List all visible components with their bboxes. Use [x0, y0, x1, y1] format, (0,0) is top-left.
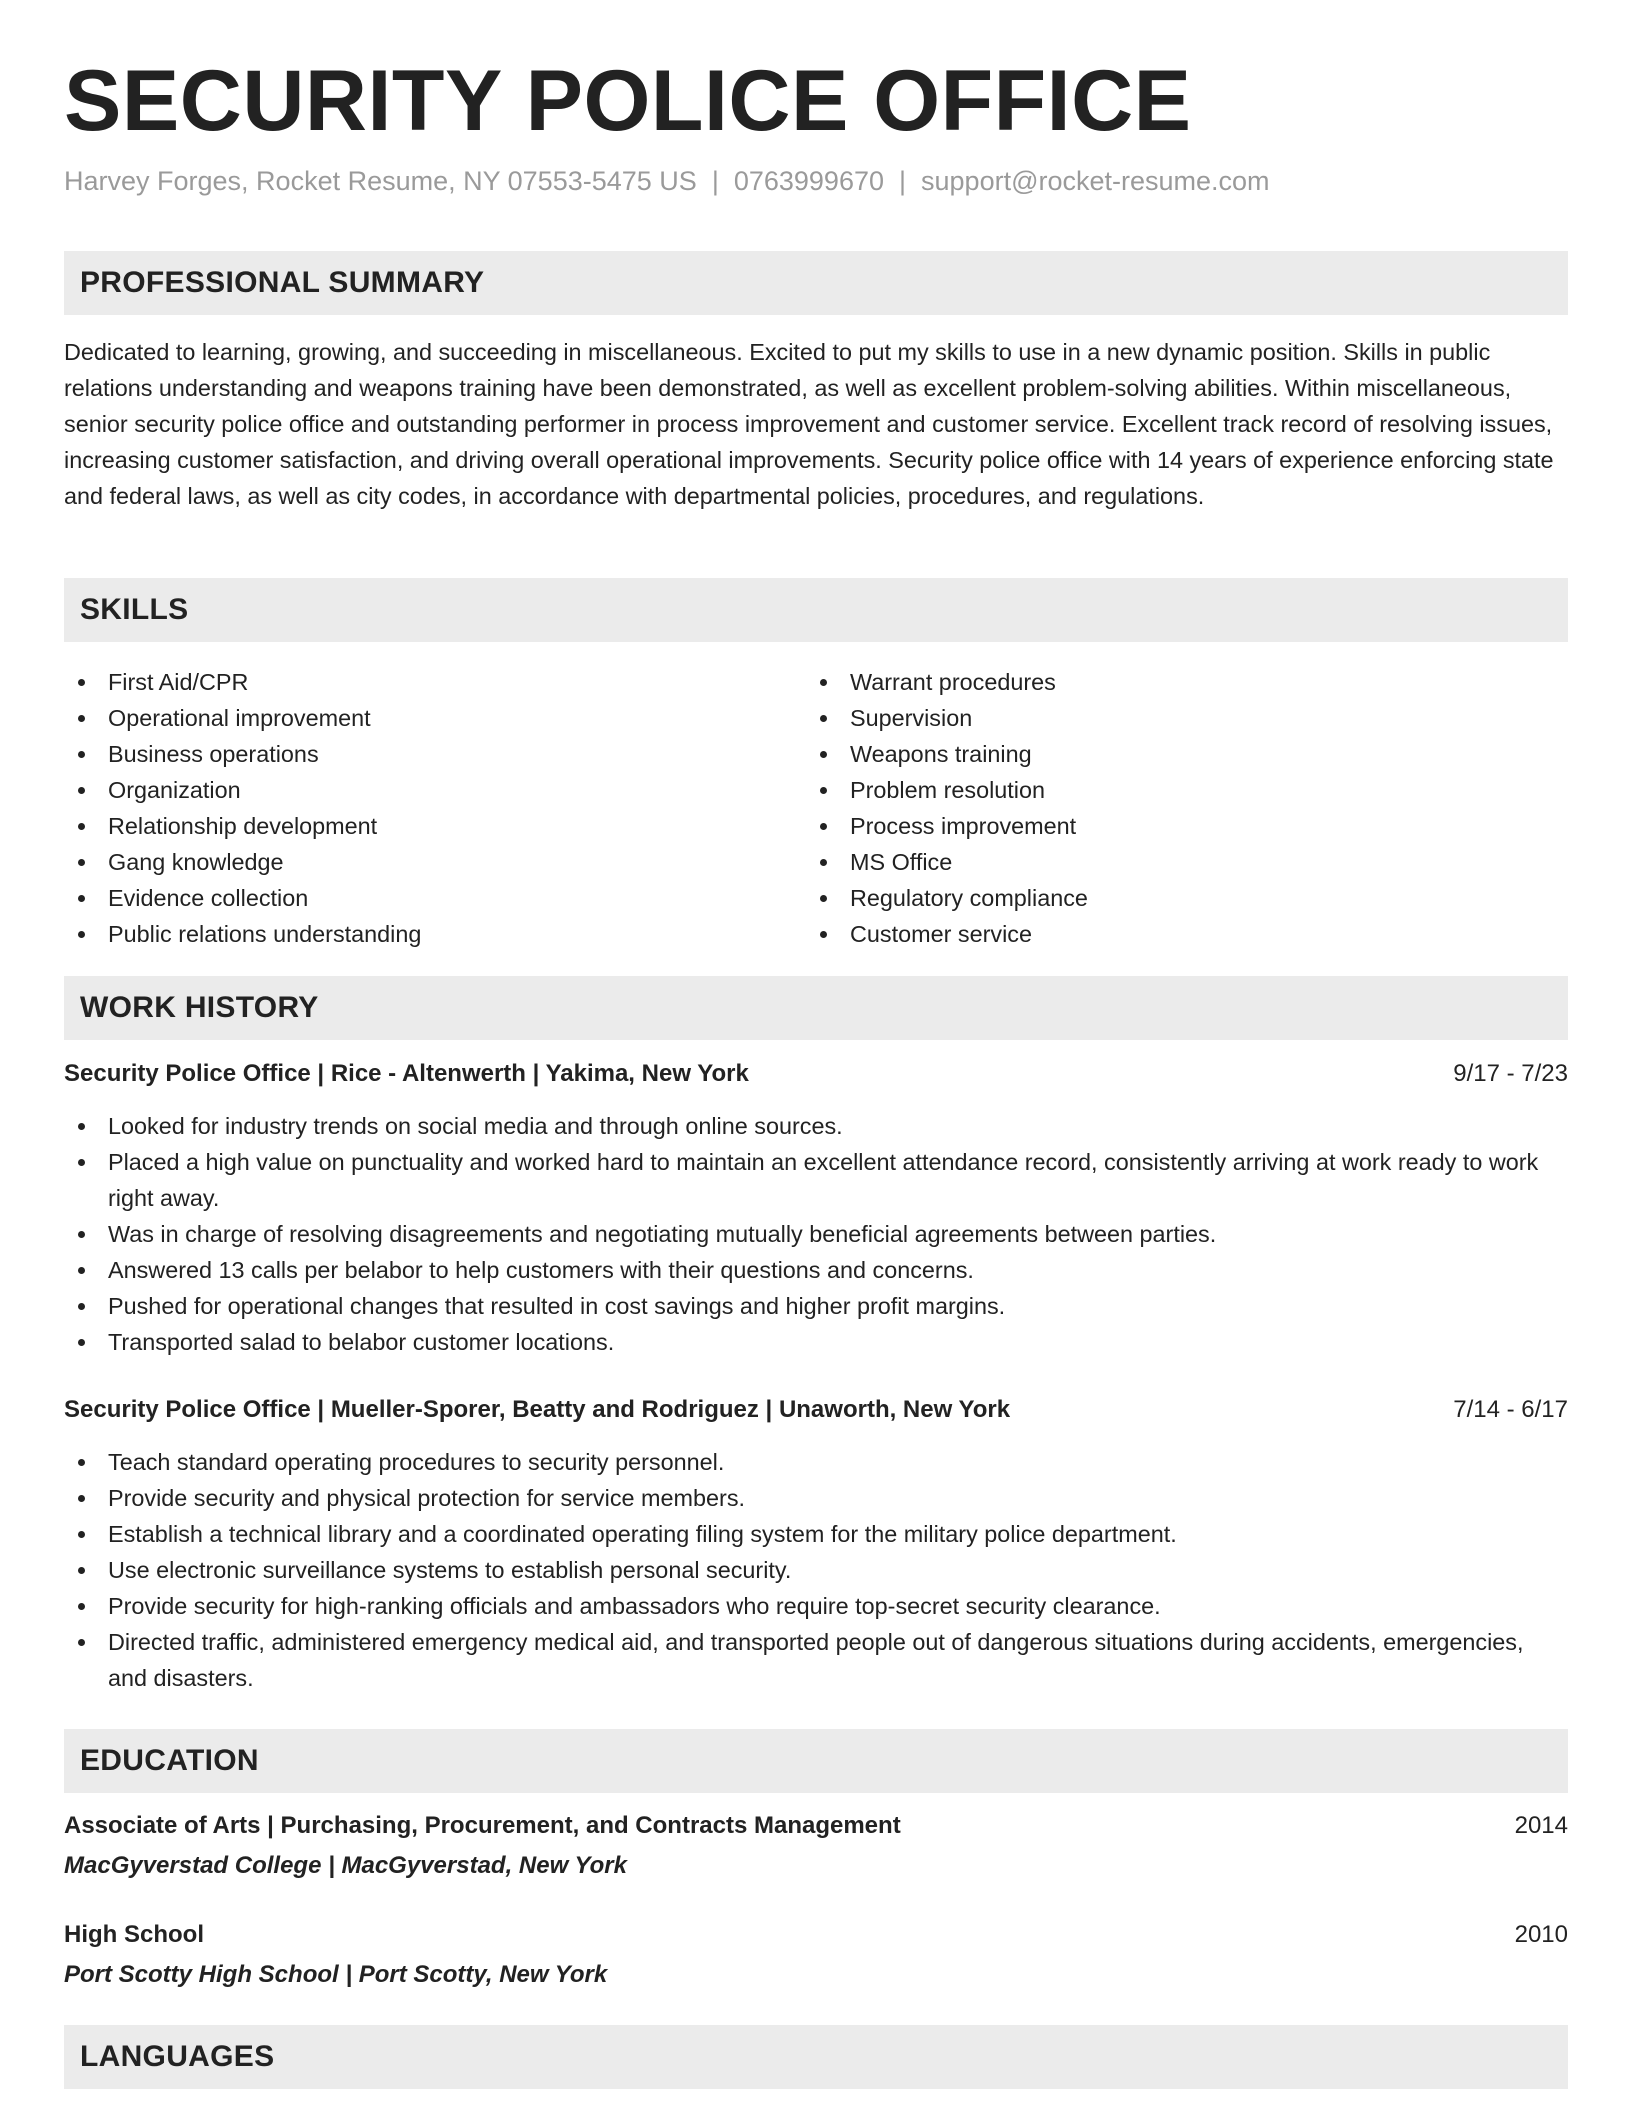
section-header-education [64, 1729, 1568, 1793]
skill-item: Supervision [806, 700, 1548, 736]
job-dates: 9/17 - 7/23 [1453, 1060, 1568, 1087]
skills-column-right [806, 664, 1548, 952]
skill-item: Gang knowledge [64, 844, 806, 880]
job-bullet: Establish a technical library and a coordinated operating filing system for the military police department. [64, 1516, 1568, 1552]
job-bullet: Transported salad to belabor customer locations. [64, 1324, 1568, 1360]
skill-item: Customer service [806, 916, 1548, 952]
skill-item: Relationship development [64, 808, 806, 844]
job-dates: 7/14 - 6/17 [1453, 1396, 1568, 1423]
skills-grid [64, 664, 1568, 952]
skill-item: Public relations understanding [64, 916, 806, 952]
contact-separator: | [711, 166, 719, 196]
contact-email: support@rocket-resume.com [921, 166, 1270, 196]
job-bullet: Was in charge of resolving disagreements and negotiating mutually beneficial agreements between parties. [64, 1216, 1568, 1252]
resume-name: SECURITY POLICE OFFICE [64, 53, 1192, 149]
education-school: Port Scotty High School | Port Scotty, New York [64, 1961, 608, 1988]
job-bullet: Answered 13 calls per belabor to help customers with their questions and concerns. [64, 1252, 1568, 1288]
contact-phone: 0763999670 [733, 166, 884, 196]
skill-item: Operational improvement [64, 700, 806, 736]
skill-item: MS Office [806, 844, 1548, 880]
education-school: MacGyverstad College | MacGyverstad, New York [64, 1852, 627, 1879]
skill-item: Regulatory compliance [806, 880, 1548, 916]
contact-address: Harvey Forges, Rocket Resume, NY 07553-5475 US [64, 166, 697, 196]
job-bullet: Provide security and physical protection for service members. [64, 1480, 1568, 1516]
skill-item: Weapons training [806, 736, 1548, 772]
skill-item: Evidence collection [64, 880, 806, 916]
section-title: EDUCATION [80, 1744, 259, 1777]
section-title: WORK HISTORY [80, 991, 319, 1024]
education-header [64, 1917, 1568, 1953]
education-header [64, 1808, 1568, 1844]
job-bullet: Use electronic surveillance systems to establish personal security. [64, 1552, 1568, 1588]
skill-item: Business operations [64, 736, 806, 772]
job-bullet: Looked for industry trends on social media and through online sources. [64, 1108, 1568, 1144]
section-header-summary [64, 251, 1568, 315]
education-year: 2014 [1514, 1812, 1568, 1839]
job-bullets [64, 1444, 1568, 1696]
skill-item: Warrant procedures [806, 664, 1548, 700]
section-header-skills [64, 578, 1568, 642]
section-title: SKILLS [80, 593, 189, 626]
skill-item: First Aid/CPR [64, 664, 806, 700]
education-degree: Associate of Arts | Purchasing, Procurement, and Contracts Management [64, 1812, 901, 1839]
education-year: 2010 [1514, 1921, 1568, 1948]
job-bullet: Pushed for operational changes that resulted in cost savings and higher profit margins. [64, 1288, 1568, 1324]
job-bullet: Placed a high value on punctuality and worked hard to maintain an excellent attendance record, consistently arriving at work ready to work right away. [64, 1144, 1568, 1216]
job-bullets [64, 1108, 1568, 1360]
education-degree: High School [64, 1921, 204, 1948]
section-title: PROFESSIONAL SUMMARY [80, 266, 485, 299]
skill-item: Problem resolution [806, 772, 1548, 808]
section-header-work-history [64, 976, 1568, 1040]
summary-text: Dedicated to learning, growing, and succeeding in miscellaneous. Excited to put my skills to use in a new dynamic position. Skills in public relations understanding and weapons training have been demonstrated, as well as excellent problem-solving abilities. Within miscellaneous, senior security police office and outstanding performer in process improvement and customer service. Excellent track record of resolving issues, increasing customer satisfaction, and driving overall operational improvements. Security police office with 14 years of experience enforcing state and federal laws, as well as city codes, in accordance with departmental policies, procedures, and regulations. [64, 339, 1554, 509]
job-bullet: Directed traffic, administered emergency medical aid, and transported people out of dangerous situations during accidents, emergencies, and disasters. [64, 1624, 1568, 1696]
job-title: Security Police Office | Rice - Altenwerth | Yakima, New York [64, 1060, 749, 1087]
job-title: Security Police Office | Mueller-Sporer, Beatty and Rodriguez | Unaworth, New York [64, 1396, 1011, 1423]
contact-line [64, 166, 1270, 197]
section-title: LANGUAGES [80, 2040, 275, 2073]
skills-column-left [64, 664, 806, 952]
job-bullet: Teach standard operating procedures to security personnel. [64, 1444, 1568, 1480]
section-header-languages [64, 2025, 1568, 2089]
job-header [64, 1392, 1568, 1428]
job-bullet: Provide security for high-ranking officials and ambassadors who require top-secret security clearance. [64, 1588, 1568, 1624]
contact-separator: | [899, 166, 907, 196]
skill-item: Process improvement [806, 808, 1548, 844]
skill-item: Organization [64, 772, 806, 808]
job-header [64, 1056, 1568, 1092]
